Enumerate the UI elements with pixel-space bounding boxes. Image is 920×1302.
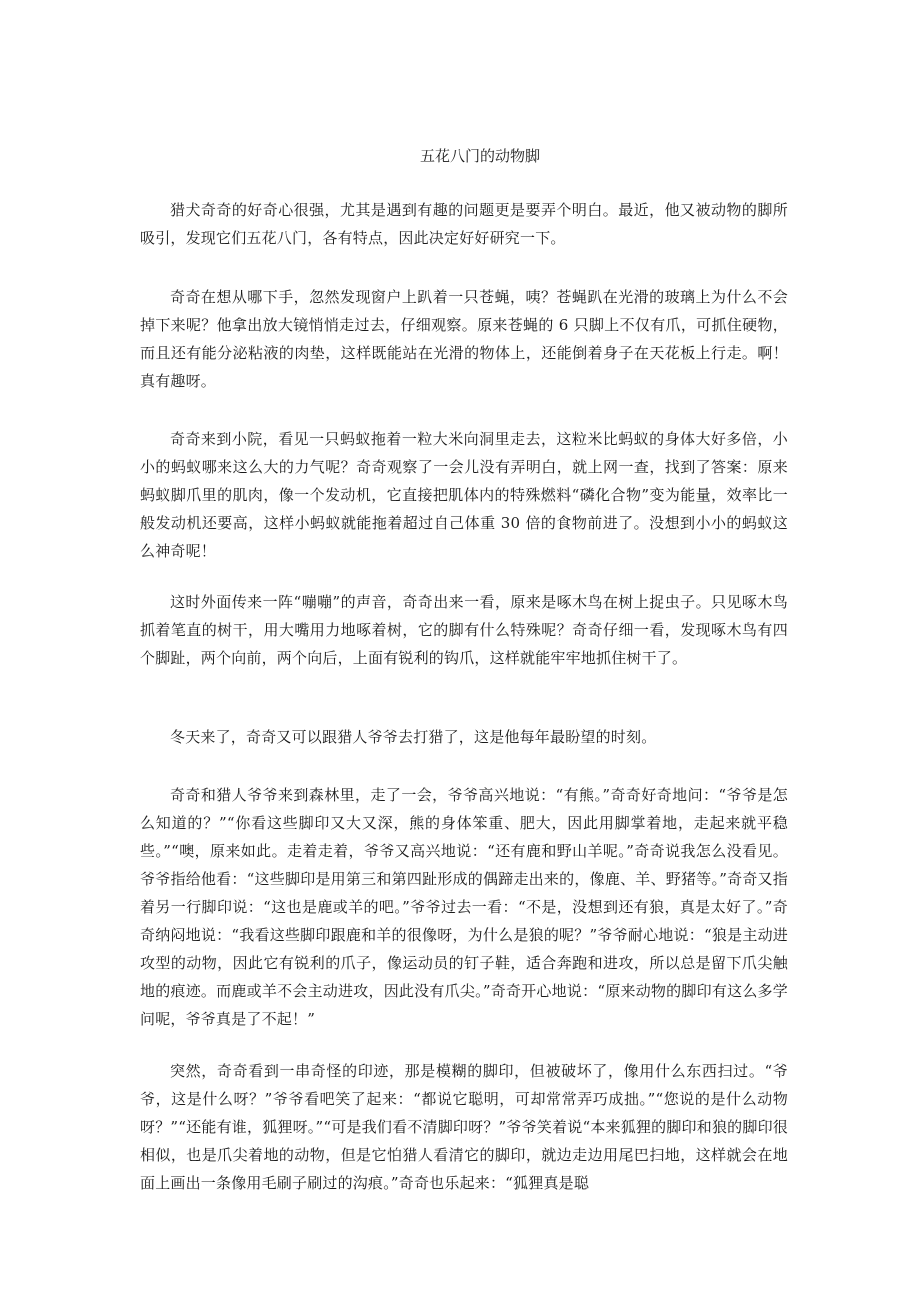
paragraph-ant: 奇奇来到小院，看见一只蚂蚁拖着一粒大米向洞里走去，这粒米比蚂蚁的身体大好多倍，小小的蚂蚁哪来这么大的力气呢？奇奇观察了一会儿没有弄明白，就上网一查，找到了答案：原来蚂蚁脚爪里的肌肉，像一个发动机，它直接把肌体内的特殊燃料“磷化合物”变为能量，效率比一般发动机还要高，这样小蚂蚁就能拖着超过自己体重 30 倍的食物前进了。没想到小小的蚂蚁这么神奇呢！ [140, 430, 788, 560]
paragraph-curiosity-intro: 猎犬奇奇的好奇心很强，尤其是遇到有趣的问题更是要弄个明白。最近，他又被动物的脚所吸引，发现它们五花八门，各有特点，因此决定好好研究一下。 [140, 201, 788, 247]
paragraph-woodpecker: 这时外面传来一阵“嘣嘣”的声音，奇奇出来一看，原来是啄木鸟在树上捉虫子。只见啄木鸟抓着笔直的树干，用大嘴用力地啄着树，它的脚有什么特殊呢？奇奇仔细一看，发现啄木鸟有四个脚趾，两个向前，两个向后，上面有锐利的钩爪，这样就能牢牢地抓住树干了。 [140, 593, 788, 667]
paragraph-fox: 突然，奇奇看到一串奇怪的印迹，那是模糊的脚印，但被破坏了，像用什么东西扫过。“爷爷，这是什么呀？”爷爷看吧笑了起来：“都说它聪明，可却常常弄巧成拙。”“您说的是什么动物呀？”“还能有谁，狐狸呀。”“可是我们看不清脚印呀？”爷爷笑着说“本来狐狸的脚印和狼的脚印很相似，也是爪尖着地的动物，但是它怕猎人看清它的脚印，就边走边用尾巴扫地，这样就会在地面上画出一条像用毛刷子刷过的沟痕。”奇奇也乐起来：“狐狸真是聪 [140, 1062, 788, 1192]
paragraph-forest-footprints: 奇奇和猎人爷爷来到森林里，走了一会，爷爷高兴地说：“有熊。”奇奇好奇地问：“爷爷是怎么知道的？”“你看这些脚印又大又深，熊的身体笨重、肥大，因此用脚掌着地，走起来就平稳些。”“噢，原来如此。走着走着，爷爷又高兴地说：“还有鹿和野山羊呢。”奇奇说我怎么没看见。爷爷指给他看：“这些脚印是用第三和第四趾形成的偶蹄走出来的，像鹿、羊、野猪等。”奇奇又指着另一行脚印说：“这也是鹿或羊的吧。”爷爷过去一看：“不是，没想到还有狼，真是太好了。”奇奇纳闷地说：“我看这些脚印跟鹿和羊的很像呀，为什么是狼的呢？”爷爷耐心地说：“狼是主动进攻型的动物，因此它有锐利的爪子，像运动员的钉子鞋，适合奔跑和进攻，所以总是留下爪尖触地的痕迹。而鹿或羊不会主动进攻，因此没有爪尖。”奇奇开心地说：“原来动物的脚印有这么多学问呢，爷爷真是了不起！” [140, 786, 788, 1028]
paragraph-winter: 冬天来了，奇奇又可以跟猎人爷爷去打猎了，这是他每年最盼望的时刻。 [170, 728, 657, 746]
paragraph-fly: 奇奇在想从哪下手，忽然发现窗户上趴着一只苍蝇，咦？苍蝇趴在光滑的玻璃上为什么不会掉下来呢？他拿出放大镜悄悄走过去，仔细观察。原来苍蝇的 6 只脚上不仅有爪，可抓住硬物，而且还有能分泌粘液的肉垫，这样既能站在光滑的物体上，还能倒着身子在天花板上行走。啊！真有趣呀。 [140, 288, 788, 390]
document-title: 五花八门的动物脚 [419, 147, 540, 165]
